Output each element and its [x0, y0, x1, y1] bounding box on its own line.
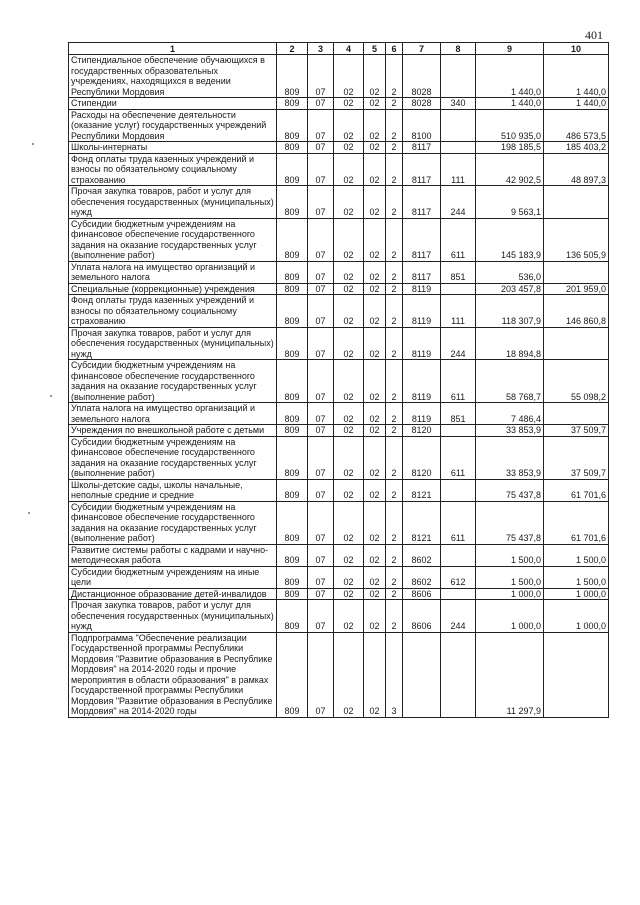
cell-program: 02 — [364, 403, 386, 425]
cell-section: 07 — [308, 261, 334, 283]
cell-amount-2015: 7 486,4 — [476, 403, 544, 425]
cell-admin: 809 — [277, 544, 308, 566]
cell-section: 07 — [308, 283, 334, 295]
cell-amount-2015: 1 000,0 — [476, 600, 544, 633]
cell-name: Школы-детские сады, школы начальные, неполные средние и средние — [69, 479, 277, 501]
cell-section: 07 — [308, 109, 334, 142]
cell-name: Субсидии бюджетным учреждениям на финансовое обеспечение государственного задания на оказание государственных услуг (выполнение работ) — [69, 360, 277, 403]
table-row — [69, 544, 609, 566]
cell-subprogram: 2 — [386, 425, 403, 437]
cell-expense-type: 611 — [441, 360, 476, 403]
cell-subsection: 02 — [334, 566, 364, 588]
cell-subsection: 02 — [334, 479, 364, 501]
cell-subsection: 02 — [334, 153, 364, 186]
cell-expense-type: 244 — [441, 327, 476, 360]
cell-amount-2016: 1 000,0 — [544, 600, 609, 633]
cell-amount-2016: 37 509,7 — [544, 425, 609, 437]
cell-admin: 809 — [277, 295, 308, 328]
cell-article: 8602 — [403, 544, 441, 566]
cell-article — [403, 632, 441, 717]
cell-expense-type: 851 — [441, 261, 476, 283]
cell-expense-type: 611 — [441, 218, 476, 261]
cell-program: 02 — [364, 501, 386, 544]
cell-subsection: 02 — [334, 360, 364, 403]
cell-amount-2016 — [544, 632, 609, 717]
cell-subprogram: 2 — [386, 327, 403, 360]
col-header-9: 9 — [476, 43, 544, 55]
cell-amount-2015: 1 440,0 — [476, 55, 544, 98]
cell-section: 07 — [308, 544, 334, 566]
cell-subsection: 02 — [334, 295, 364, 328]
cell-admin: 809 — [277, 436, 308, 479]
cell-amount-2016 — [544, 403, 609, 425]
cell-subprogram: 2 — [386, 360, 403, 403]
cell-section: 07 — [308, 632, 334, 717]
cell-article: 8121 — [403, 479, 441, 501]
cell-article: 8119 — [403, 295, 441, 328]
cell-article: 8120 — [403, 425, 441, 437]
cell-admin: 809 — [277, 632, 308, 717]
cell-name: Школы-интернаты — [69, 142, 277, 154]
cell-expense-type — [441, 283, 476, 295]
cell-program: 02 — [364, 186, 386, 219]
cell-name: Фонд оплаты труда казенных учреждений и взносы по обязательному социальному страхованию — [69, 295, 277, 328]
cell-expense-type: 612 — [441, 566, 476, 588]
cell-amount-2016 — [544, 186, 609, 219]
cell-amount-2016: 37 509,7 — [544, 436, 609, 479]
cell-program: 02 — [364, 632, 386, 717]
cell-amount-2015: 1 000,0 — [476, 588, 544, 600]
cell-article: 8121 — [403, 501, 441, 544]
cell-article: 8117 — [403, 186, 441, 219]
cell-section: 07 — [308, 142, 334, 154]
cell-subprogram: 2 — [386, 600, 403, 633]
cell-article: 8028 — [403, 98, 441, 110]
table-row — [69, 98, 609, 110]
cell-name: Субсидии бюджетным учреждениям на финансовое обеспечение государственного задания на оказание государственных услуг (выполнение работ) — [69, 218, 277, 261]
cell-amount-2016: 1 500,0 — [544, 566, 609, 588]
col-header-3: 3 — [308, 43, 334, 55]
cell-expense-type: 111 — [441, 295, 476, 328]
cell-amount-2015: 75 437,8 — [476, 479, 544, 501]
cell-amount-2016: 136 505,9 — [544, 218, 609, 261]
cell-section: 07 — [308, 218, 334, 261]
cell-amount-2016: 146 860,8 — [544, 295, 609, 328]
cell-amount-2015: 33 853,9 — [476, 425, 544, 437]
cell-subprogram: 2 — [386, 218, 403, 261]
cell-section: 07 — [308, 501, 334, 544]
cell-subsection: 02 — [334, 109, 364, 142]
table-row — [69, 501, 609, 544]
table-row — [69, 632, 609, 717]
cell-amount-2016: 61 701,6 — [544, 479, 609, 501]
cell-name: Прочая закупка товаров, работ и услуг для обеспечения государственных (муниципальных) нужд — [69, 327, 277, 360]
cell-amount-2016: 48 897,3 — [544, 153, 609, 186]
cell-expense-type — [441, 109, 476, 142]
table-row — [69, 403, 609, 425]
cell-admin: 809 — [277, 261, 308, 283]
cell-section: 07 — [308, 98, 334, 110]
cell-amount-2015: 9 563,1 — [476, 186, 544, 219]
cell-article: 8120 — [403, 436, 441, 479]
cell-amount-2015: 75 437,8 — [476, 501, 544, 544]
cell-name: Расходы на обеспечение деятельности (оказание услуг) государственных учреждений Республики Мордовия — [69, 109, 277, 142]
table-row — [69, 295, 609, 328]
table-row — [69, 479, 609, 501]
cell-program: 02 — [364, 109, 386, 142]
col-header-6: 6 — [386, 43, 403, 55]
cell-subsection: 02 — [334, 186, 364, 219]
cell-admin: 809 — [277, 566, 308, 588]
cell-name: Подпрограмма "Обеспечение реализации Государственной программы Республики Мордовия "Развитие образования в Республике Мордовия" на 2014-2020 годы и прочие мероприятия в области образования" в рамках Государственной программы Республики Мордовия "Развитие образования в Республике Мордовия" на 2014-2020 годы — [69, 632, 277, 717]
cell-article: 8028 — [403, 55, 441, 98]
cell-admin: 809 — [277, 479, 308, 501]
cell-expense-type — [441, 632, 476, 717]
cell-program: 02 — [364, 295, 386, 328]
cell-program: 02 — [364, 436, 386, 479]
col-header-10: 10 — [544, 43, 609, 55]
cell-program: 02 — [364, 218, 386, 261]
cell-article: 8100 — [403, 109, 441, 142]
cell-article: 8117 — [403, 153, 441, 186]
col-header-7: 7 — [403, 43, 441, 55]
cell-amount-2016: 55 098,2 — [544, 360, 609, 403]
cell-amount-2015: 42 902,5 — [476, 153, 544, 186]
cell-name: Субсидии бюджетным учреждениям на финансовое обеспечение государственного задания на оказание государственных услуг (выполнение работ) — [69, 501, 277, 544]
cell-name: Субсидии бюджетным учреждениям на иные цели — [69, 566, 277, 588]
table-row — [69, 109, 609, 142]
cell-amount-2015: 1 500,0 — [476, 566, 544, 588]
cell-subsection: 02 — [334, 425, 364, 437]
cell-section: 07 — [308, 436, 334, 479]
cell-admin: 809 — [277, 109, 308, 142]
cell-subprogram: 2 — [386, 261, 403, 283]
cell-section: 07 — [308, 55, 334, 98]
cell-subprogram: 2 — [386, 436, 403, 479]
cell-amount-2015: 1 440,0 — [476, 98, 544, 110]
cell-program: 02 — [364, 327, 386, 360]
table-row — [69, 142, 609, 154]
cell-article: 8119 — [403, 327, 441, 360]
cell-expense-type: 611 — [441, 501, 476, 544]
cell-expense-type — [441, 544, 476, 566]
cell-amount-2015: 145 183,9 — [476, 218, 544, 261]
cell-amount-2015: 118 307,9 — [476, 295, 544, 328]
cell-expense-type: 244 — [441, 600, 476, 633]
cell-subprogram: 2 — [386, 109, 403, 142]
cell-subprogram: 2 — [386, 55, 403, 98]
cell-amount-2016: 486 573,5 — [544, 109, 609, 142]
cell-subsection: 02 — [334, 261, 364, 283]
cell-section: 07 — [308, 403, 334, 425]
page-number: 401 — [585, 28, 603, 42]
col-header-5: 5 — [364, 43, 386, 55]
cell-program: 02 — [364, 283, 386, 295]
scan-speck — [50, 395, 52, 397]
cell-amount-2015: 510 935,0 — [476, 109, 544, 142]
cell-article: 8117 — [403, 142, 441, 154]
cell-name: Прочая закупка товаров, работ и услуг для обеспечения государственных (муниципальных) нужд — [69, 600, 277, 633]
scan-speck — [28, 512, 30, 514]
cell-article: 8606 — [403, 600, 441, 633]
cell-admin: 809 — [277, 55, 308, 98]
cell-program: 02 — [364, 600, 386, 633]
col-header-4: 4 — [334, 43, 364, 55]
cell-amount-2016: 185 403,2 — [544, 142, 609, 154]
cell-amount-2015: 536,0 — [476, 261, 544, 283]
cell-name: Фонд оплаты труда казенных учреждений и взносы по обязательному социальному страхованию — [69, 153, 277, 186]
cell-program: 02 — [364, 479, 386, 501]
cell-subsection: 02 — [334, 632, 364, 717]
cell-program: 02 — [364, 98, 386, 110]
cell-name: Развитие системы работы с кадрами и научно-методическая работа — [69, 544, 277, 566]
cell-subsection: 02 — [334, 403, 364, 425]
cell-subprogram: 2 — [386, 186, 403, 219]
cell-admin: 809 — [277, 360, 308, 403]
table-row — [69, 360, 609, 403]
cell-name: Субсидии бюджетным учреждениям на финансовое обеспечение государственного задания на оказание государственных услуг (выполнение работ) — [69, 436, 277, 479]
cell-admin: 809 — [277, 501, 308, 544]
cell-amount-2015: 33 853,9 — [476, 436, 544, 479]
cell-expense-type: 111 — [441, 153, 476, 186]
cell-admin: 809 — [277, 153, 308, 186]
cell-article: 8119 — [403, 403, 441, 425]
cell-admin: 809 — [277, 588, 308, 600]
cell-expense-type — [441, 425, 476, 437]
table-row — [69, 186, 609, 219]
cell-amount-2016: 61 701,6 — [544, 501, 609, 544]
cell-program: 02 — [364, 142, 386, 154]
table-row — [69, 283, 609, 295]
scan-speck — [32, 143, 34, 145]
cell-subprogram: 2 — [386, 142, 403, 154]
cell-subsection: 02 — [334, 142, 364, 154]
cell-article: 8602 — [403, 566, 441, 588]
cell-subsection: 02 — [334, 218, 364, 261]
cell-expense-type — [441, 588, 476, 600]
cell-expense-type — [441, 55, 476, 98]
cell-subprogram: 2 — [386, 479, 403, 501]
table-row — [69, 425, 609, 437]
cell-subprogram: 2 — [386, 153, 403, 186]
cell-section: 07 — [308, 588, 334, 600]
cell-amount-2016 — [544, 261, 609, 283]
cell-program: 02 — [364, 261, 386, 283]
cell-amount-2016: 1 440,0 — [544, 55, 609, 98]
col-header-2: 2 — [277, 43, 308, 55]
cell-subprogram: 2 — [386, 544, 403, 566]
cell-article: 8606 — [403, 588, 441, 600]
col-header-1: 1 — [69, 43, 277, 55]
cell-amount-2016 — [544, 327, 609, 360]
cell-name: Уплата налога на имущество организаций и земельного налога — [69, 261, 277, 283]
table-row — [69, 55, 609, 98]
cell-amount-2015: 203 457,8 — [476, 283, 544, 295]
cell-subsection: 02 — [334, 55, 364, 98]
cell-amount-2015: 1 500,0 — [476, 544, 544, 566]
cell-admin: 809 — [277, 283, 308, 295]
cell-name: Уплата налога на имущество организаций и земельного налога — [69, 403, 277, 425]
cell-amount-2016: 1 500,0 — [544, 544, 609, 566]
cell-amount-2015: 18 894,8 — [476, 327, 544, 360]
cell-expense-type: 244 — [441, 186, 476, 219]
cell-program: 02 — [364, 153, 386, 186]
cell-amount-2016: 1 440,0 — [544, 98, 609, 110]
cell-amount-2016: 1 000,0 — [544, 588, 609, 600]
cell-subsection: 02 — [334, 327, 364, 360]
budget-table — [68, 42, 609, 718]
table-row — [69, 327, 609, 360]
cell-subprogram: 2 — [386, 566, 403, 588]
cell-name: Стипендиальное обеспечение обучающихся в государственных образовательных учреждениях, находящихся в ведении Республики Мордовия — [69, 55, 277, 98]
cell-subprogram: 2 — [386, 501, 403, 544]
cell-amount-2015: 198 185,5 — [476, 142, 544, 154]
cell-program: 02 — [364, 566, 386, 588]
cell-subprogram: 2 — [386, 98, 403, 110]
cell-program: 02 — [364, 544, 386, 566]
cell-section: 07 — [308, 600, 334, 633]
cell-subsection: 02 — [334, 600, 364, 633]
table-row — [69, 153, 609, 186]
cell-subsection: 02 — [334, 544, 364, 566]
cell-subprogram: 3 — [386, 632, 403, 717]
table-row — [69, 436, 609, 479]
cell-program: 02 — [364, 425, 386, 437]
cell-subsection: 02 — [334, 501, 364, 544]
cell-name: Специальные (коррекционные) учреждения — [69, 283, 277, 295]
table-row — [69, 588, 609, 600]
cell-subsection: 02 — [334, 98, 364, 110]
cell-admin: 809 — [277, 142, 308, 154]
cell-section: 07 — [308, 153, 334, 186]
cell-name: Стипендии — [69, 98, 277, 110]
cell-subprogram: 2 — [386, 295, 403, 328]
cell-subprogram: 2 — [386, 588, 403, 600]
cell-name: Дистанционное образование детей-инвалидов — [69, 588, 277, 600]
cell-section: 07 — [308, 295, 334, 328]
cell-subsection: 02 — [334, 588, 364, 600]
cell-expense-type — [441, 142, 476, 154]
cell-admin: 809 — [277, 403, 308, 425]
table-row — [69, 218, 609, 261]
table-row — [69, 566, 609, 588]
cell-subprogram: 2 — [386, 283, 403, 295]
table-row — [69, 600, 609, 633]
cell-admin: 809 — [277, 425, 308, 437]
cell-section: 07 — [308, 425, 334, 437]
cell-expense-type — [441, 479, 476, 501]
cell-program: 02 — [364, 360, 386, 403]
cell-section: 07 — [308, 479, 334, 501]
table-row — [69, 261, 609, 283]
cell-section: 07 — [308, 360, 334, 403]
cell-expense-type: 851 — [441, 403, 476, 425]
cell-name: Учреждения по внешкольной работе с детьми — [69, 425, 277, 437]
cell-article: 8117 — [403, 261, 441, 283]
cell-expense-type: 611 — [441, 436, 476, 479]
cell-name: Прочая закупка товаров, работ и услуг для обеспечения государственных (муниципальных) нужд — [69, 186, 277, 219]
cell-article: 8119 — [403, 360, 441, 403]
cell-program: 02 — [364, 588, 386, 600]
cell-subprogram: 2 — [386, 403, 403, 425]
cell-section: 07 — [308, 186, 334, 219]
cell-amount-2015: 11 297,9 — [476, 632, 544, 717]
cell-admin: 809 — [277, 600, 308, 633]
cell-article: 8117 — [403, 218, 441, 261]
cell-subsection: 02 — [334, 436, 364, 479]
cell-article: 8119 — [403, 283, 441, 295]
cell-admin: 809 — [277, 327, 308, 360]
cell-admin: 809 — [277, 186, 308, 219]
column-header-row — [69, 43, 609, 55]
cell-program: 02 — [364, 55, 386, 98]
cell-amount-2016: 201 959,0 — [544, 283, 609, 295]
col-header-8: 8 — [441, 43, 476, 55]
table-body — [69, 55, 609, 718]
cell-section: 07 — [308, 327, 334, 360]
cell-section: 07 — [308, 566, 334, 588]
cell-subsection: 02 — [334, 283, 364, 295]
cell-amount-2015: 58 768,7 — [476, 360, 544, 403]
cell-expense-type: 340 — [441, 98, 476, 110]
cell-admin: 809 — [277, 98, 308, 110]
cell-admin: 809 — [277, 218, 308, 261]
